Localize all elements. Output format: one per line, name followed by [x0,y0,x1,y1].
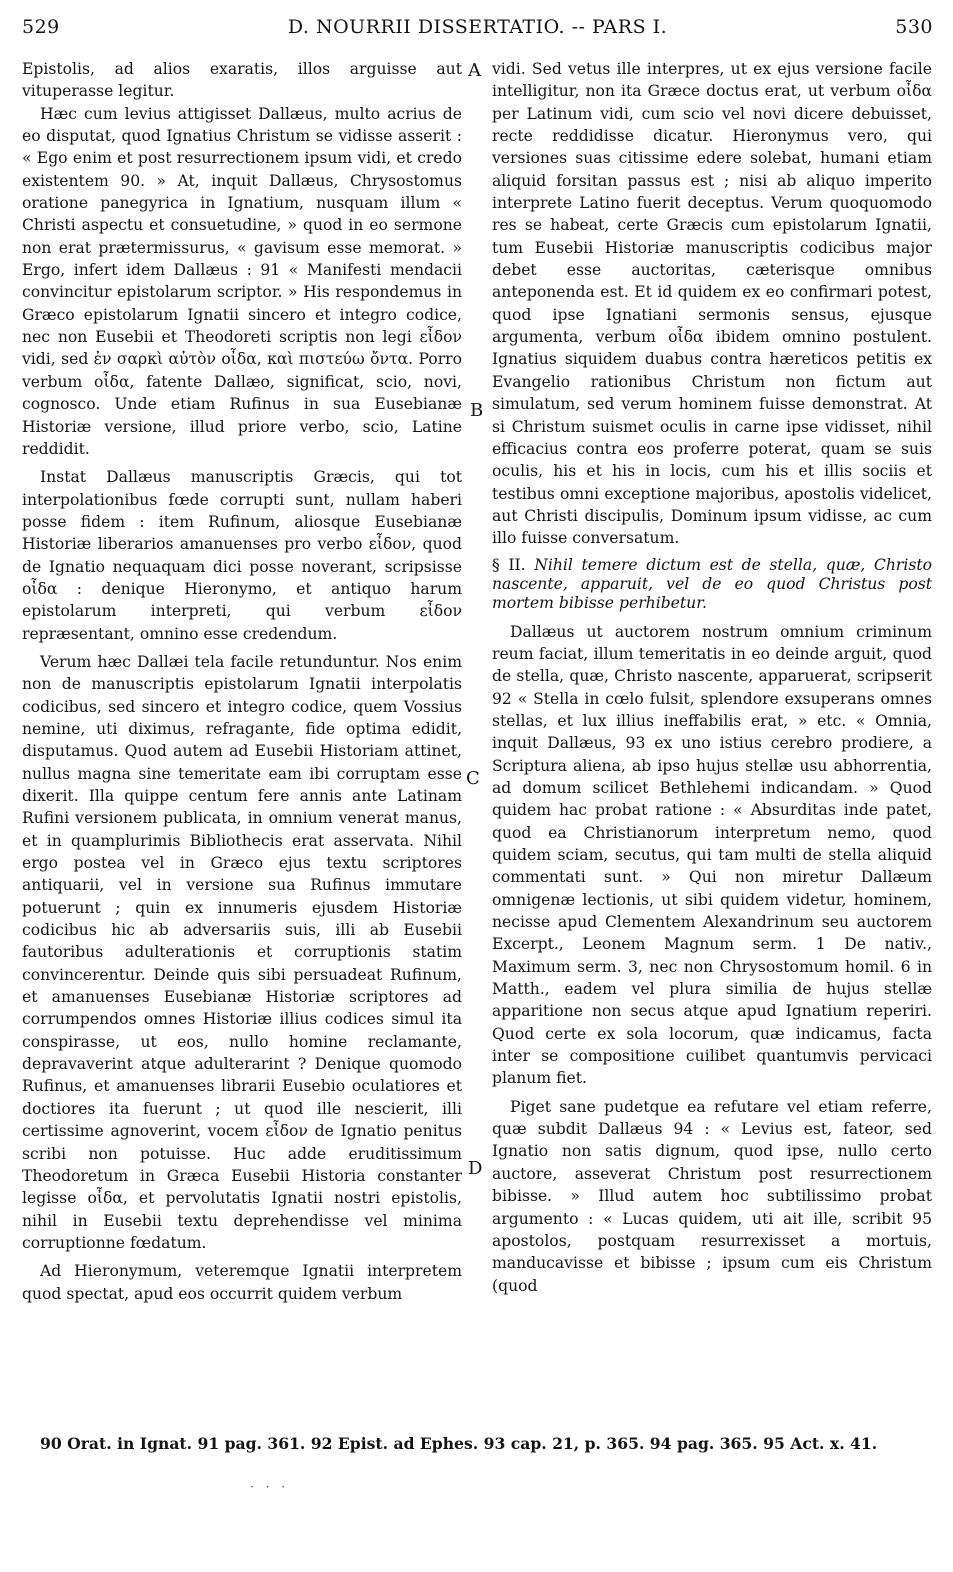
paragraph: Instat Dallæus manuscriptis Græcis, qui tot interpolationibus fœde corrupti sunt, nullam haberi posse fidem : item Rufinum, aliosque Eusebianæ Historiæ liberarios amanuenses pro verbo εἶδον, quod de Ignatio nequaquam dici posse noverant, scripsisse οἶδα : denique Hieronymo, et antiquo harum epistolarum interpreti, qui verbum εἶδον repræsentant, omnino esse credendum. [22,468,462,643]
margin-letter-b: B [470,400,484,421]
page-number-left: 529 [22,16,60,38]
section-heading [492,556,932,613]
running-title: D. NOURRII DISSERTATIO. -- PARS I. [287,16,668,38]
footnotes: 90 Orat. in Ignat. 91 pag. 361. 92 Epist. ad Ephes. 93 cap. 21, p. 365. 94 pag. 365. 95 Act. x. 41. [40,1434,878,1453]
margin-letter-c: C [466,768,480,789]
paragraph: vidi. Sed vetus ille interpres, ut ex ejus versione facile intelligitur, non ita Græce doctus erat, ut verbum οἶδα per Latinum vidi, cum scio vel novi dicere debuisset, recte reddidisse dicatur. Hieronymus vero, qui versiones suas citissime edere solebat, humani etiam aliquid forsitan passus est ; nisi ab aliquo imperito interprete Latino fuerit deceptus. Verum quoquomodo res se habeat, certe Græcis cum epistolarum Ignatii, tum Eusebii Historiæ manuscriptis codicibus major debet esse auctoritas, cæterisque omnibus anteponenda est. Et id quidem ex eo confirmari potest, quod ipse Ignatiani sermonis sensus, ejusque argumenta, verbum οἶδα ibidem omnino postulent. Ignatius siquidem duabus contra hæreticos petitis ex Evangelio rationibus Christum non fictum aut simulatum, sed verum hominem fuisse demonstrat. At si Christum suismet oculis in carne ipse vidisset, nihil efficacius contra eos proferre poterat, quam se suis oculis, his et his in locis, cum his et illis sociis et testibus omni exceptione majoribus, apostolis videlicet, aut Christi discipulis, Dominum ipsum vidisse, ac cum illo fuisse conversatum. [492,60,932,548]
paragraph: Dallæus ut auctorem nostrum omnium criminum reum faciat, illum temeritatis in eo deinde arguit, quod de stella, quæ, Christo nascente, apparuerat, scripserit 92 « Stella in cœlo fulsit, splendore exsuperans omnes stellas, et lux illius ineffabilis erat, » etc. « Omnia, inquit Dallæus, 93 ex uno istius cerebro prodiere, a Scriptura aliena, ab ipso hujus stellæ usu abhorrentia, ad domum scilicet Bethlehemi indicandam. » Quod quidem hac probat ratione : « Absurditas inde patet, quod ea Christianorum interpretum nemo, quod quidem sciam, secutus, qui tam multi de stella aliquid commentati sunt. » Qui non miretur Dallæum omnigenæ lectionis, ut sibi quidem videtur, hominem, necisse apud Clementem Alexandrinum seu auctorem Excerpt., Leonem Magnum serm. 1 De nativ., Maximum serm. 3, nec non Chrysostomum homil. 6 in Matth., eadem vel plura similia de hujus stellæ apparitione non secus atque apud Ignatium reperiri. Quod certe ex sola locorum, quæ indicamus, facta inter se compositione cuilibet quantumvis pervicaci planum fiet. [492,622,932,1088]
left-column [22,58,462,1305]
paragraph: Hæc cum levius attigisset Dallæus, multo acrius de eo disputat, quod Ignatius Christum se vidisse asserit : « Ego enim et post resurrectionem ipsum vidi, et credo existentem 90. » At, inquit Dallæus, Chrysostomus oratione panegyrica in Ignatium, nusquam illum « Christi aspectu et consuetudine, » quod in eo sermone non erat prætermissurus, « gavisum esse memorat. » Ergo, infert idem Dallæus : 91 « Manifesti mendacii convincitur epistolarum scriptor. » His respondemus in Græco epistolarum Ignatii sincero et integro codice, nec non Eusebii et Theodoreti scriptis non legi εἶδον vidi, sed ἐν σαρκὶ αὐτὸν οἶδα, καὶ πιστεύω ὄντα. Porro verbum οἶδα, fatente Dallæo, significat, scio, novi, cognosco. Unde etiam Rufinus in sua Eusebianæ Historiæ versione, illud priore verbo, scio, Latine reddidit. [22,104,462,458]
paragraph: Epistolis, ad alios exaratis, illos arguisse aut vituperasse legitur. [22,60,462,101]
margin-letter-d: D [468,1158,483,1179]
bottom-mark: · · · [250,1480,290,1494]
right-column [492,58,932,1297]
margin-letter-a: A [468,60,481,81]
paragraph: Verum hæc Dallæi tela facile retunduntur. Nos enim non de manuscriptis epistolarum Ignatii interpolatis codicibus, sed sincero et integro codice, quem Vossius nemine, uti diximus, refragante, fide optima edidit, disputamus. Quod autem ad Eusebii Historiam attinet, nullus magna sine temeritate eam ibi corruptam esse dixerit. Illa quippe centum fere annis ante Latinam Rufini versionem publicata, in omnium venerat manus, et in quamplurimis Bibliothecis erat asservata. Nihil ergo postea vel in Græco ejus textu scriptores antiquarii, vel in versione sua Rufinus immutare potuerunt ; quin ex innumeris ejusdem Historiæ codicibus hic ab adversariis suis, illi ab Eusebii fautoribus adulterationis et corruptionis statim convincerentur. Deinde quis sibi persuadeat Rufinum, et amanuenses Eusebianæ Historiæ scriptores ad corrumpendos omnes Historiæ illius codices simul ita conspirasse, ut eos, nullo homine reclamante, depravaverint atque adulterarint ? Denique quomodo Rufinus, et amanuenses librarii Eusebio oculatiores et doctiores ita fuerunt ; ut quod ille nescierit, illi certissime agnoverint, vocem εἶδον de Ignatio penitus scribi non potuisse. Huc adde eruditissimum Theodoretum in Græca Eusebii Historia constanter legisse οἶδα, et pervolutatis Ignatii nostri epistolis, nihil in Eusebii textu deprehendisse vel minima corruptionne fœdatum. [22,652,462,1252]
paragraph: Piget sane pudetque ea refutare vel etiam referre, quæ subdit Dallæus 94 : « Levius est, fateor, sed Ignatio non satis dignum, quod ipse, nullo certo auctore, asseverat Christum post resurrectionem bibisse. » Illud autem hoc subtilissimo probat argumento : « Lucas quidem, uti ait ille, scribit 95 apostolos, postquam resurrexisset a mortuis, manducavisse et bibisse ; ipsum cum eis Christum (quod [492,1097,932,1295]
section-title: Nihil temere dictum est de stella, quæ, Christo nascente, apparuit, vel de eo quod Christus post mortem bibisse perhibetur. [492,555,933,612]
running-header [22,16,933,46]
page-number-right: 530 [895,16,933,38]
paragraph: Ad Hieronymum, veteremque Ignatii interpretem quod spectat, apud eos occurrit quidem verbum [22,1262,462,1303]
section-label: § II. [492,555,526,574]
